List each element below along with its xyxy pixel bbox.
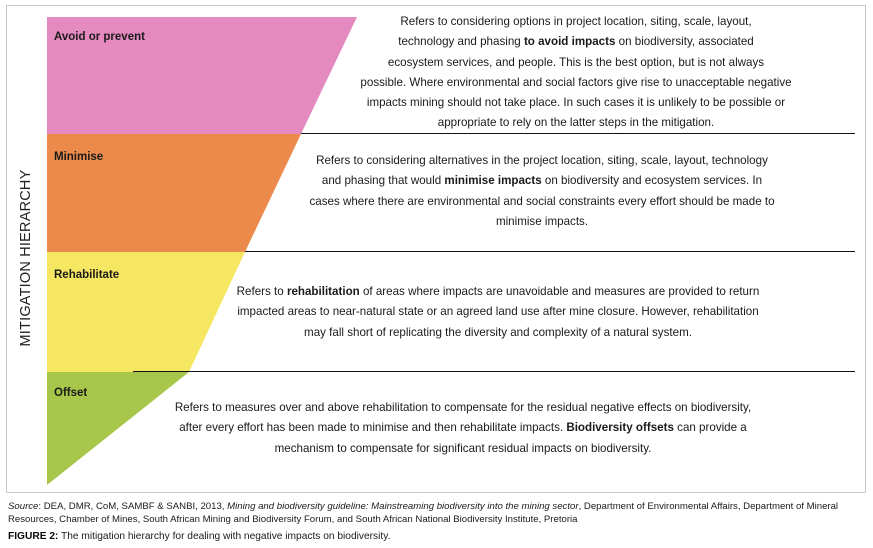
description-text: Refers to bbox=[236, 285, 287, 298]
description-text: on biodiversity, associated bbox=[615, 35, 754, 49]
description-text: may fall short of replicating the diversity and complexity of a natural system. bbox=[304, 325, 692, 339]
description-line bbox=[120, 398, 806, 418]
source-italic-text: Mining and biodiversity guideline: Mainstreaming biodiversity into the mining sector bbox=[227, 501, 579, 512]
tier-description-minimise bbox=[272, 151, 812, 232]
tier-label-minimise: Minimise bbox=[54, 151, 104, 163]
description-text: Refers to considering alternatives in the project location, siting, scale, layout, technology bbox=[316, 154, 768, 167]
description-line bbox=[192, 323, 804, 343]
tier-description-avoid bbox=[318, 12, 834, 134]
description-line bbox=[120, 439, 806, 459]
source-text: , Department of Environmental Affairs, Department of Mineral Resources, Chamber of Mines, South African Mining and Biodiversity Forum, and South African National Biodiversity Institute, Pretoria bbox=[8, 501, 839, 525]
emphasis-text: rehabilitation bbox=[286, 285, 360, 298]
description-text: after every effort has been made to minimise and then rehabilitate impacts. bbox=[179, 421, 567, 435]
description-text: of areas where impacts are unavoidable and measures are provided to return bbox=[359, 285, 760, 298]
description-line bbox=[318, 113, 834, 133]
description-line bbox=[318, 73, 834, 93]
source-note bbox=[8, 501, 868, 526]
tier-label-offset: Offset bbox=[54, 387, 88, 399]
description-text: technology and phasing bbox=[398, 35, 524, 49]
description-text: on biodiversity and ecosystem services. In bbox=[541, 174, 763, 188]
tier-description-rehabilitate bbox=[192, 282, 804, 343]
emphasis-text: minimise impacts bbox=[444, 174, 542, 188]
caption-label: FIGURE 2: bbox=[8, 531, 59, 542]
description-text: impacts mining should not take place. In such cases it is unlikely to be possible or bbox=[366, 96, 786, 110]
description-text: minimise impacts. bbox=[495, 214, 589, 228]
description-text: cases where there are environmental and social constraints every effort should be made to bbox=[309, 194, 775, 208]
description-line bbox=[272, 212, 812, 232]
tier-description-offset bbox=[120, 398, 806, 459]
description-line bbox=[120, 418, 806, 438]
description-line bbox=[192, 282, 804, 302]
description-text: and phasing that would bbox=[321, 174, 445, 188]
source-italic-text: Source bbox=[8, 501, 39, 512]
tier-divider bbox=[245, 251, 855, 252]
description-line bbox=[318, 32, 834, 52]
description-line bbox=[272, 151, 812, 171]
description-text: mechanism to compensate for significant residual impacts on biodiversity. bbox=[274, 441, 652, 455]
description-text: can provide a bbox=[673, 421, 747, 435]
description-line bbox=[272, 171, 812, 191]
description-line bbox=[318, 53, 834, 73]
description-line bbox=[272, 192, 812, 212]
description-text: Refers to measures over and above rehabilitation to compensate for the residual negative effects on biodiversity, bbox=[174, 401, 752, 414]
description-line bbox=[192, 302, 804, 322]
emphasis-text: Biodiversity offsets bbox=[566, 421, 674, 435]
description-text: ecosystem services, and people. This is the best option, but is not always bbox=[387, 55, 765, 69]
hierarchy-label: MITIGATION HIERARCHY bbox=[18, 169, 34, 347]
source-text: : DEA, DMR, CoM, SAMBF & SANBI, 2013, bbox=[38, 501, 228, 512]
description-text: possible. Where environmental and social factors give rise to unacceptable negative bbox=[360, 75, 792, 89]
figure-caption bbox=[8, 531, 390, 542]
description-text: impacted areas to near-natural state or an agreed land use after mine closure. However, rehabilitation bbox=[237, 305, 759, 319]
description-text: appropriate to rely on the latter steps in the mitigation. bbox=[437, 116, 715, 130]
tier-divider bbox=[133, 371, 855, 372]
caption-text: The mitigation hierarchy for dealing with negative impacts on biodiversity. bbox=[58, 531, 391, 542]
tier-divider bbox=[301, 133, 855, 134]
tier-label-rehabilitate: Rehabilitate bbox=[54, 269, 120, 281]
emphasis-text: to avoid impacts bbox=[523, 35, 616, 49]
tier-label-avoid: Avoid or prevent bbox=[54, 31, 145, 43]
description-line bbox=[318, 12, 834, 32]
description-line bbox=[318, 93, 834, 113]
description-text: Refers to considering options in project location, siting, scale, layout, bbox=[400, 15, 752, 28]
